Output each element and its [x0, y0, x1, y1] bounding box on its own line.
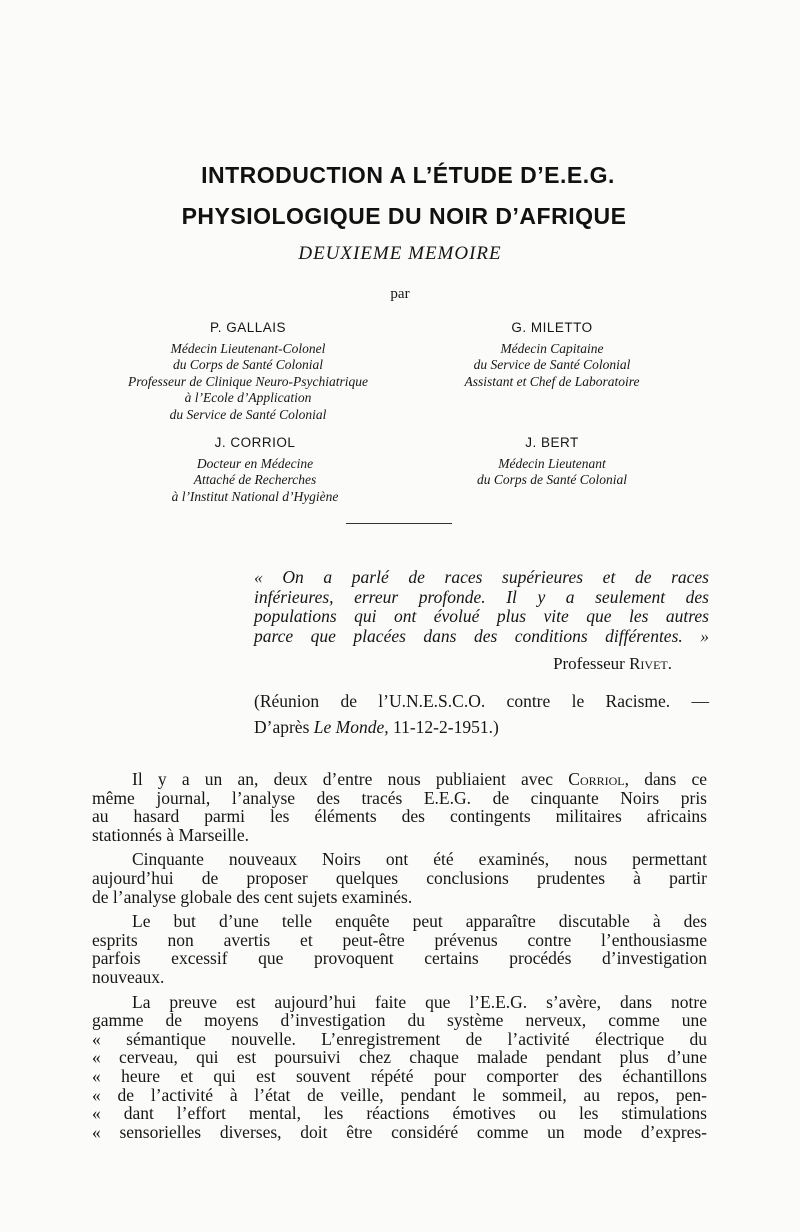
quote-line: inférieures, erreur profonde. Il y a seulement des	[254, 586, 709, 607]
author-role-line: Professeur de Clinique Neuro-Psychiatrique	[127, 373, 369, 389]
source-newspaper: Le Monde,	[313, 717, 389, 737]
author-role-line: Attaché de Recherches	[193, 472, 317, 487]
body-line: nouveaux.	[92, 966, 165, 987]
cited-author: Corriol,	[568, 769, 629, 789]
body-line: au hasard parmi les éléments des contingents militaires africains	[92, 806, 707, 827]
body-line: La preuve est aujourd’hui faite que l’E.E.G. s’avère, dans notre	[132, 991, 707, 1012]
epigraph-quote	[254, 568, 709, 646]
author-role-line: Médecin Capitaine	[500, 340, 604, 356]
paragraph	[92, 770, 707, 844]
paragraph	[92, 850, 707, 906]
source-prefix: D’après	[254, 717, 310, 737]
body-line: « sémantique nouvelle. L’enregistrement de l’activité électrique du	[92, 1028, 707, 1049]
author-corriol	[125, 435, 385, 505]
body-line: Il y a un an, deux d’entre nous publiaient avec Corriol, dans ce	[132, 769, 707, 789]
author-name: P. GALLAIS	[209, 320, 287, 335]
subtitle: DEUXIEME MEMOIRE	[298, 243, 502, 264]
epigraph-source	[254, 688, 709, 740]
author-bert	[432, 435, 672, 489]
attribution-name: Rivet.	[629, 654, 672, 673]
author-name: G. MILETTO	[511, 320, 593, 335]
quote-line: parce que placées dans des conditions différentes. »	[254, 625, 709, 646]
author-role-line: Médecin Lieutenant-Colonel	[170, 340, 326, 356]
quote-line: « On a parlé de races supérieures et de races	[254, 567, 709, 587]
body-line: stationnés à Marseille.	[92, 824, 249, 845]
divider	[346, 523, 452, 524]
source-line: (Réunion de l’U.N.E.S.C.O. contre le Racisme. —	[254, 691, 709, 711]
body-line: même journal, l’analyse des tracés E.E.G. de cinquante Noirs pris	[92, 787, 707, 808]
author-miletto	[432, 320, 672, 390]
author-role-line: Docteur en Médecine	[196, 455, 314, 471]
epigraph-attribution	[400, 654, 672, 674]
body-line: « cerveau, qui est poursuivi chez chaque malade pendant plus d’une	[92, 1047, 707, 1068]
author-role-line: du Service de Santé Colonial	[473, 357, 631, 372]
body-line: de l’analyse globale des cent sujets examinés.	[92, 886, 413, 907]
body-line: gamme de moyens d’investigation du système nerveux, comme une	[92, 1010, 707, 1031]
body-text	[92, 770, 707, 1147]
source-date: 11-12-2-1951.)	[393, 717, 499, 737]
title-line-1: INTRODUCTION A L’ÉTUDE D’E.E.G.	[201, 162, 615, 188]
paragraph	[92, 912, 707, 986]
author-role-line: du Service de Santé Colonial	[169, 406, 327, 422]
body-line: « de l’activité à l’état de veille, pendant le sommeil, au repos, pen-	[92, 1084, 707, 1105]
author-gallais	[88, 320, 408, 423]
author-role-line: à l’Institut National d’Hygiène	[171, 488, 339, 504]
body-line: Cinquante nouveaux Noirs ont été examinés, nous permettant	[132, 849, 707, 870]
body-line: esprits non avertis et peut-être prévenus contre l’enthousiasme	[92, 929, 707, 950]
attribution-title: Professeur	[553, 654, 625, 673]
author-role-line: du Corps de Santé Colonial	[172, 357, 323, 372]
author-role-line: à l’Ecole d’Application	[184, 390, 312, 405]
title-line-2: PHYSIOLOGIQUE DU NOIR D’AFRIQUE	[181, 203, 627, 229]
body-line: Le but d’une telle enquête peut apparaître discutable à des	[132, 911, 707, 932]
author-role-line: Médecin Lieutenant	[498, 455, 606, 471]
body-line: « sensorielles diverses, doit être considéré comme un mode d’expres-	[92, 1121, 707, 1142]
paragraph	[92, 993, 707, 1142]
body-line: aujourd’hui de proposer quelques conclusions prudentes à partir	[92, 867, 707, 888]
body-line: « dant l’effort mental, les réactions émotives ou les stimulations	[92, 1103, 707, 1124]
body-line: parfois excessif que provoquent certains procédés d’investigation	[92, 948, 707, 969]
author-role-line: du Corps de Santé Colonial	[476, 472, 627, 487]
author-name: J. BERT	[525, 435, 579, 450]
author-role-line: Assistant et Chef de Laboratoire	[464, 373, 640, 389]
author-name: J. CORRIOL	[214, 435, 296, 450]
quote-line: populations qui ont évolué plus vite que les autres	[254, 606, 709, 626]
source-line	[254, 714, 709, 740]
body-line: « heure et qui est souvent répété pour comporter des échantillons	[92, 1065, 707, 1086]
by-label: par	[390, 286, 410, 302]
